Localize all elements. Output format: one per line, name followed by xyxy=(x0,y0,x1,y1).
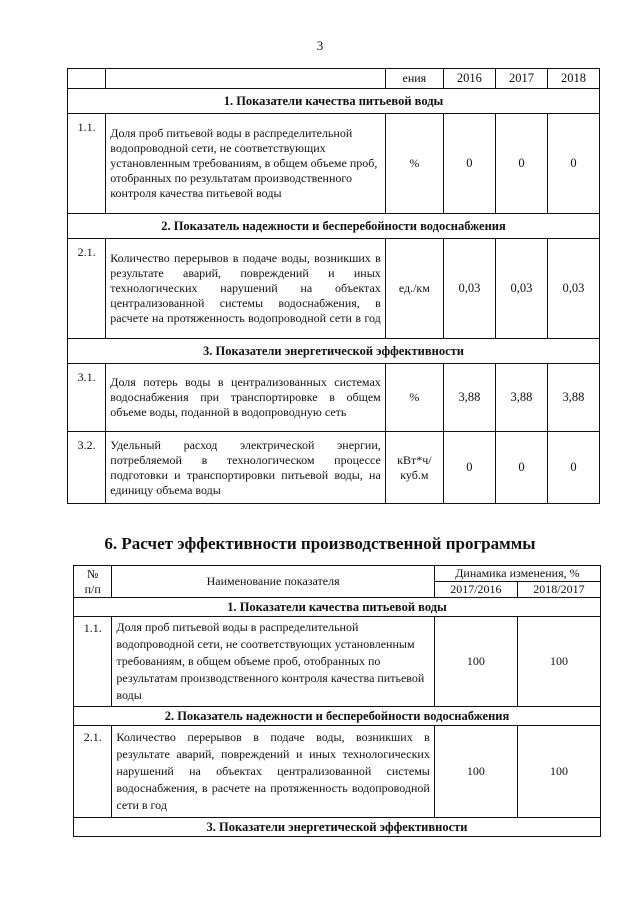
row-description: Количество перерывов в подаче воды, возникших в результате аварий, повреждений и иных технологических нарушений на объектах централизованной системы водоснабжения, в расчете на протяженность водопроводной сети в год xyxy=(112,726,434,818)
header-num-cell xyxy=(68,69,106,89)
header-dynamics-cell: Динамика изменения, % xyxy=(434,566,600,582)
row-number: 2.1. xyxy=(68,239,106,339)
table-row xyxy=(68,239,600,339)
header-unit-cell: ения xyxy=(385,69,443,89)
header-num-cell xyxy=(74,566,112,598)
header-year-2017: 2017 xyxy=(495,69,547,89)
row-unit: кВт*ч/ куб.м xyxy=(385,432,443,504)
row-value-2017: 0 xyxy=(495,114,547,214)
row-value-2018: 0 xyxy=(547,432,599,504)
row-description: Количество перерывов в подаче воды, возникших в результате аварий, повреждений и иных технологических нарушений на объектах централизованной системы водоснабжения, в расчете на протяженность водопроводной сети в год xyxy=(106,239,386,339)
section-row xyxy=(74,707,601,726)
row-value-2018: 0,03 xyxy=(547,239,599,339)
row-number: 1.1. xyxy=(68,114,106,214)
table-row xyxy=(74,726,601,818)
section-row xyxy=(68,89,600,114)
row-value-2018: 3,88 xyxy=(547,364,599,432)
row-value-2016: 0,03 xyxy=(443,239,495,339)
section-row xyxy=(74,598,601,617)
section-row xyxy=(74,818,601,837)
section-title: 2. Показатель надежности и бесперебойности водоснабжения xyxy=(74,707,601,726)
row-value-2017: 0 xyxy=(495,432,547,504)
row-number: 2.1. xyxy=(74,726,112,818)
section-row xyxy=(68,214,600,239)
row-value-2016: 0 xyxy=(443,114,495,214)
section-title: 3. Показатели энергетической эффективности xyxy=(74,818,601,837)
row-value-2018: 0 xyxy=(547,114,599,214)
header-year-2018: 2018 xyxy=(547,69,599,89)
table-header-row xyxy=(74,566,601,582)
row-description: Доля проб питьевой воды в распределительной водопроводной сети, не соответствующих установленным требованиям, в общем объеме проб, отобранных по результатам производственного контроля качества питьевой воды xyxy=(106,114,386,214)
header-num-sub: п/п xyxy=(84,581,101,596)
row-value-2016: 0 xyxy=(443,432,495,504)
section-title: 1. Показатели качества питьевой воды xyxy=(68,89,600,114)
row-description: Доля потерь воды в централизованных системах водоснабжения при транспортировке в общем объеме воды, поданной в водопроводную сеть xyxy=(106,364,386,432)
row-value-2017: 0,03 xyxy=(495,239,547,339)
efficiency-table xyxy=(73,565,601,837)
table-row xyxy=(68,364,600,432)
indicators-table xyxy=(67,68,600,504)
header-period-2: 2018/2017 xyxy=(517,582,600,598)
table-row xyxy=(68,114,600,214)
header-name-cell: Наименование показателя xyxy=(112,566,434,598)
row-value-2: 100 xyxy=(517,617,600,707)
page-number: 3 xyxy=(316,38,324,53)
section-title: 2. Показатель надежности и бесперебойности водоснабжения xyxy=(68,214,600,239)
row-number: 3.2. xyxy=(68,432,106,504)
header-year-2016: 2016 xyxy=(443,69,495,89)
section-title: 1. Показатели качества питьевой воды xyxy=(74,598,601,617)
row-number: 3.1. xyxy=(68,364,106,432)
header-period-1: 2017/2016 xyxy=(434,582,517,598)
table-row xyxy=(68,432,600,504)
table-header-row xyxy=(68,69,600,89)
row-value-2016: 3,88 xyxy=(443,364,495,432)
header-num-label: № xyxy=(86,566,99,581)
row-number: 1.1. xyxy=(74,617,112,707)
table-row xyxy=(74,617,601,707)
row-unit: ед./км xyxy=(385,239,443,339)
row-value-2017: 3,88 xyxy=(495,364,547,432)
row-description: Удельный расход электрической энергии, потребляемой в технологическом процессе подготовки и транспортировки питьевой воды, на единицу объема воды xyxy=(106,432,386,504)
row-unit: % xyxy=(385,114,443,214)
section-row xyxy=(68,339,600,364)
section-heading: 6. Расчет эффективности производственной программы xyxy=(104,534,536,553)
row-value-2: 100 xyxy=(517,726,600,818)
section-title: 3. Показатели энергетической эффективности xyxy=(68,339,600,364)
row-value-1: 100 xyxy=(434,617,517,707)
row-unit: % xyxy=(385,364,443,432)
header-name-cell xyxy=(106,69,386,89)
row-description: Доля проб питьевой воды в распределительной водопроводной сети, не соответствующих установленным требованиям, в общем объеме проб, отобранных по результатам производственного контроля качества питьевой воды xyxy=(112,617,434,707)
row-value-1: 100 xyxy=(434,726,517,818)
